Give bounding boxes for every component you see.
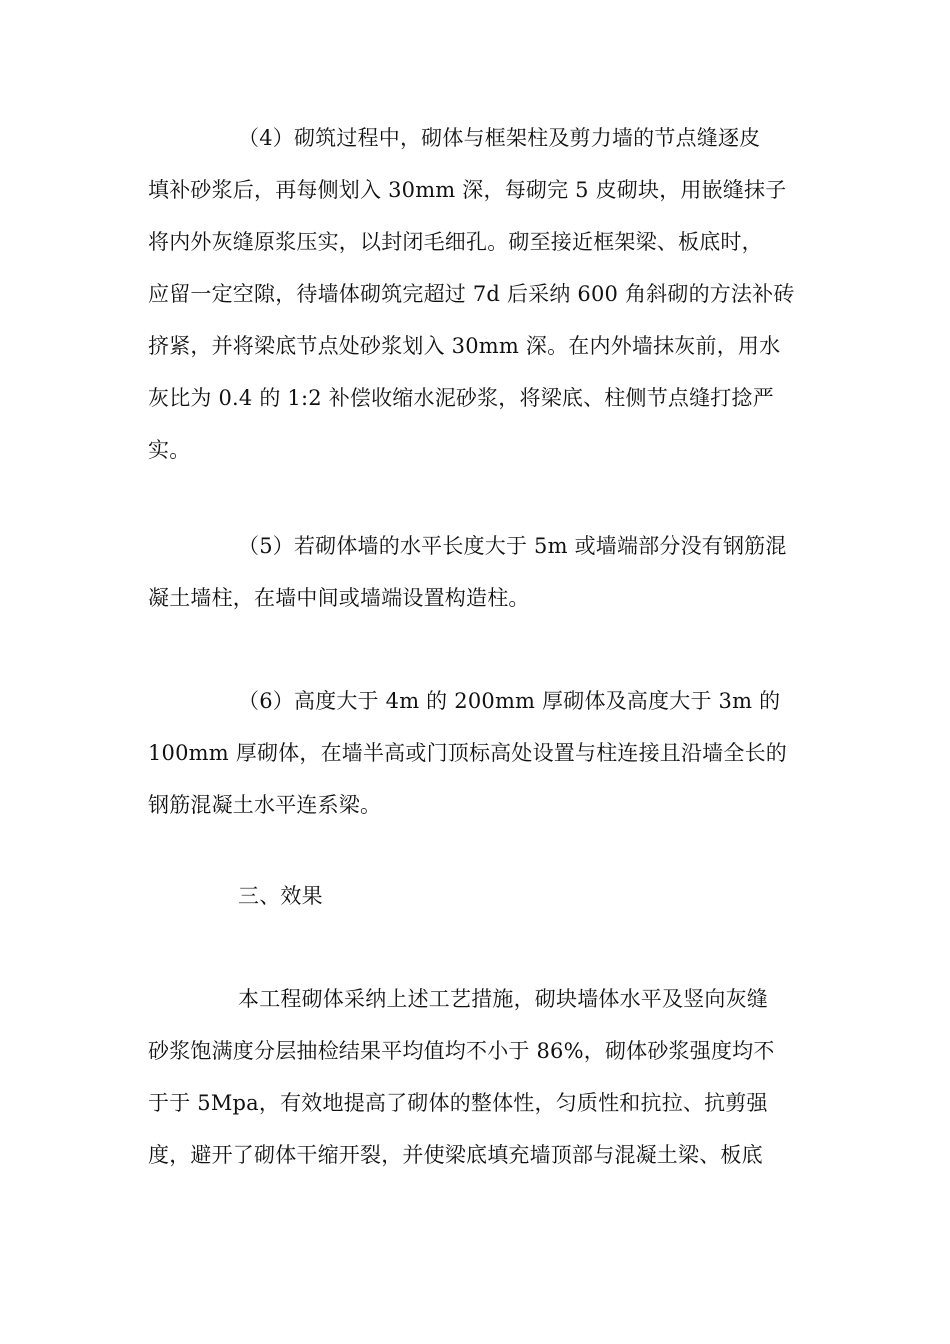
paragraph-line: （4）砌筑过程中，砌体与框架柱及剪力墙的节点缝逐皮 [238, 126, 761, 150]
section-heading [148, 870, 808, 922]
paragraph-line: 凝土墙柱，在墙中间或墙端设置构造柱。 [148, 586, 530, 610]
paragraph-line: 本工程砌体采纳上述工艺措施，砌块墙体水平及竖向灰缝 [238, 987, 768, 1011]
paragraph-line: 将内外灰缝原浆压实，以封闭毛细孔。砌至接近框架梁、板底时， [148, 230, 763, 254]
section-heading-text: 三、效果 [238, 884, 323, 908]
paragraph-5 [148, 520, 808, 624]
paragraph-line: （6）高度大于 4m 的 200mm 厚砌体及高度大于 3m 的 [238, 689, 781, 713]
paragraph-results [148, 973, 808, 1181]
paragraph-line: 于于 5Mpa，有效地提高了砌体的整体性，匀质性和抗拉、抗剪强 [148, 1091, 768, 1115]
paragraph-line: 100mm 厚砌体，在墙半高或门顶标高处设置与柱连接且沿墙全长的 [148, 741, 787, 765]
paragraph-line: 砂浆饱满度分层抽检结果平均值均不小于 86%，砌体砂浆强度均不 [148, 1039, 775, 1063]
paragraph-line: （5）若砌体墙的水平长度大于 5m 或墙端部分没有钢筋混 [238, 534, 787, 558]
paragraph-line: 应留一定空隙，待墙体砌筑完超过 7d 后采纳 600 角斜砌的方法补砖 [148, 282, 795, 306]
paragraph-line: 填补砂浆后，再每侧划入 30mm 深，每砌完 5 皮砌块，用嵌缝抹子 [148, 178, 787, 202]
paragraph-6 [148, 675, 808, 831]
paragraph-line: 实。 [148, 438, 191, 462]
paragraph-line: 灰比为 0.4 的 1:2 补偿收缩水泥砂浆，将梁底、柱侧节点缝打捻严 [148, 386, 774, 410]
paragraph-line: 度，避开了砌体干缩开裂，并使梁底填充墙顶部与混凝土梁、板底 [148, 1143, 763, 1167]
paragraph-line: 钢筋混凝土水平连系梁。 [148, 793, 382, 817]
paragraph-line: 挤紧，并将梁底节点处砂浆划入 30mm 深。在内外墙抹灰前，用水 [148, 334, 781, 358]
paragraph-4 [148, 112, 808, 476]
